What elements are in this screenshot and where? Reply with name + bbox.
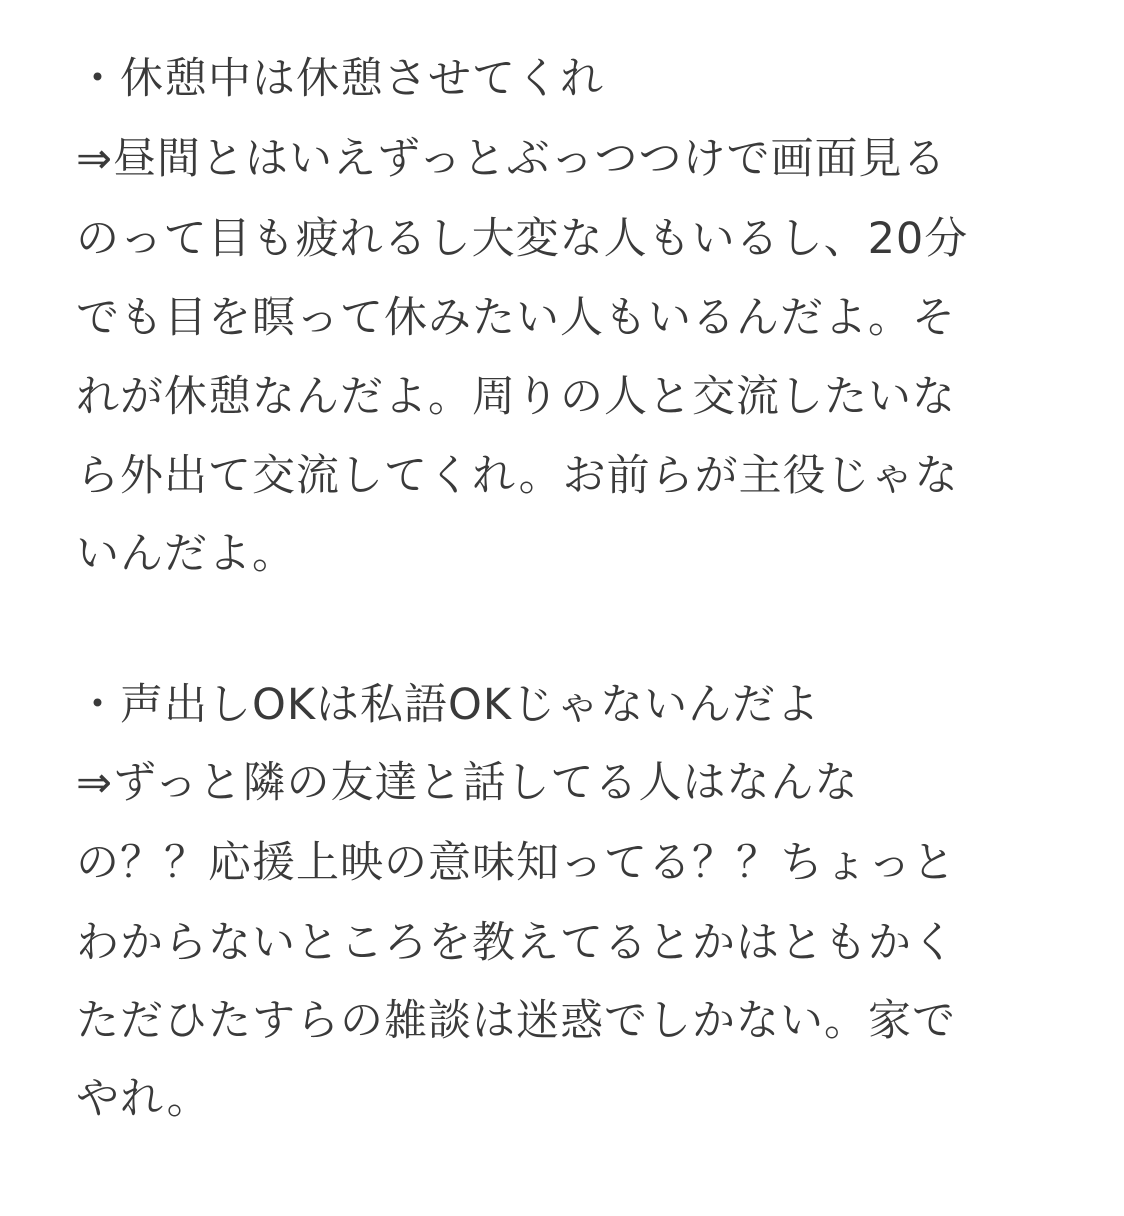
text-line: ら外出て交流してくれ。お前らが主役じゃな [76,451,959,501]
text-line: でも目を瞑って休みたい人もいるんだよ。そ [76,293,956,343]
text-line: のって目も疲れるし大変な人もいるし、20分 [76,214,969,264]
text-line: いんだよ。 [76,529,296,579]
text-line: の？？応援上映の意味知ってる？？ちょっと [76,838,956,888]
text-line: ・声出しOKは私語OKじゃないんだよ [76,680,821,730]
text-line: ⇒昼間とはいえずっとぶっつつけで画面見る [76,134,947,184]
text-line: やれ。 [76,1074,211,1124]
text-line: ただひたすらの雑談は迷惑でしかない。家で [76,996,956,1046]
text-line: ⇒ずっと隣の友達と話してる人はなんな [76,758,859,808]
text-line: れが休憩なんだよ。周りの人と交流したいな [76,372,956,422]
text-line: ・休憩中は休憩させてくれ [76,54,604,104]
text-line: わからないところを教えてるとかはともかく [76,918,956,968]
